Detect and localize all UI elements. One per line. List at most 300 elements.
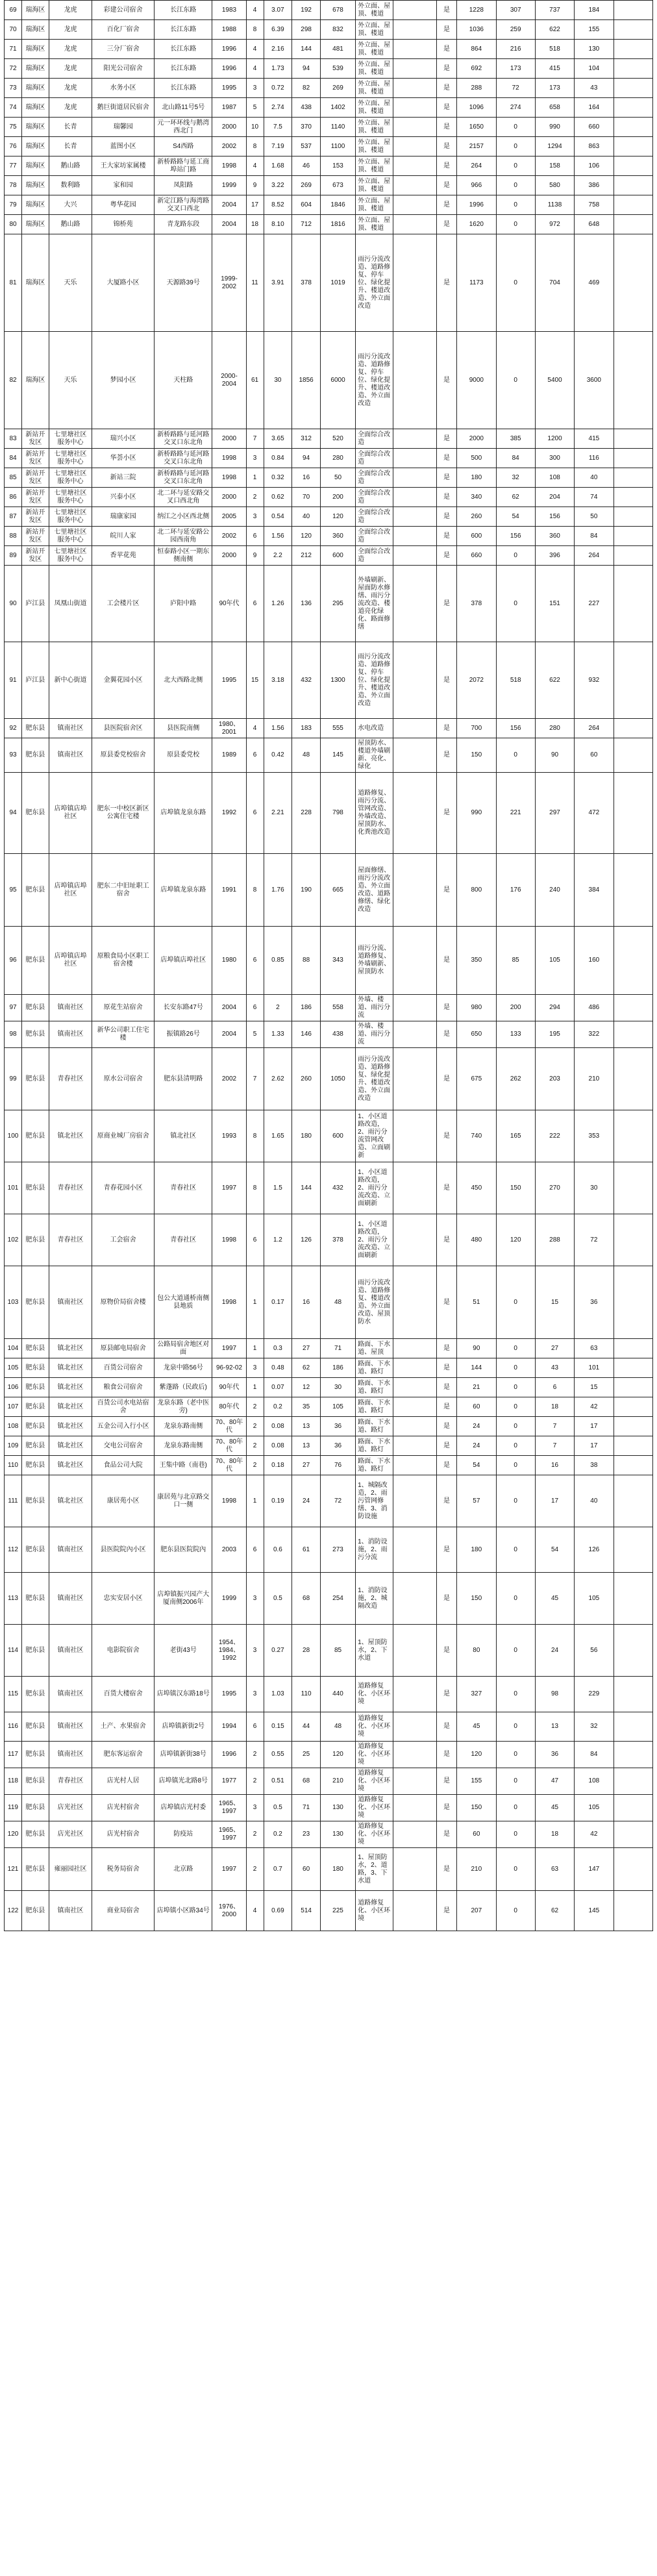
table-cell: 469 (575, 234, 614, 332)
table-cell: 864 (457, 40, 496, 59)
table-cell: 11 (246, 234, 264, 332)
table-cell: 是 (436, 215, 456, 234)
table-cell: 肥东县 (22, 1214, 49, 1266)
table-cell: 450 (457, 1162, 496, 1214)
table-cell (614, 1848, 652, 1891)
table-cell: 肥东县 (22, 1625, 49, 1677)
table-cell: 537 (292, 137, 321, 156)
table-cell: 店埠镇店埠社区 (49, 773, 92, 854)
table-cell: 原水公司宿舍 (92, 1048, 155, 1110)
table-cell: 270 (535, 1162, 574, 1214)
table-cell: 2 (246, 1397, 264, 1417)
table-cell: 1989 (212, 738, 246, 773)
table-row (5, 927, 653, 995)
table-cell: 1997 (212, 1162, 246, 1214)
table-cell: 青春花园小区 (92, 1162, 155, 1214)
table-cell: 水电改造 (356, 719, 393, 738)
table-cell: 5 (246, 1021, 264, 1048)
table-row (5, 1768, 653, 1795)
table-cell: 1816 (320, 215, 355, 234)
table-row (5, 527, 653, 546)
table-cell: 是 (436, 1712, 456, 1742)
table-cell: 0 (496, 332, 535, 429)
table-cell: 0 (496, 1436, 535, 1456)
table-cell (614, 854, 652, 927)
table-cell: 3 (246, 1573, 264, 1625)
table-cell: 51 (457, 1266, 496, 1339)
table-cell: 百货大楼宿舍 (92, 1677, 155, 1712)
table-cell (393, 927, 437, 995)
table-cell: 210 (457, 1848, 496, 1891)
table-cell: 155 (457, 1768, 496, 1795)
table-cell: 道路修复化、小区环境 (356, 1712, 393, 1742)
table-cell: 60 (457, 1397, 496, 1417)
table-cell: 80年代 (212, 1397, 246, 1417)
table-cell: 1999 (212, 1573, 246, 1625)
table-cell: 518 (496, 642, 535, 719)
table-cell: 555 (320, 719, 355, 738)
table-cell: 72 (320, 1475, 355, 1527)
table-cell (614, 98, 652, 118)
table-cell: 1.56 (264, 719, 292, 738)
table-cell: 71 (5, 40, 22, 59)
table-row (5, 1573, 653, 1625)
table-cell: 1、屋顶防水，2、下水道 (356, 1625, 393, 1677)
table-cell (614, 566, 652, 642)
table-cell: 61 (292, 1527, 321, 1573)
table-cell (614, 118, 652, 137)
table-cell: 青春社区 (49, 1162, 92, 1214)
table-cell: 王集中路（南巷) (155, 1456, 212, 1475)
table-cell: 屋面修缮、雨污分流改造、外立面改造、道路修缮、绿化改造 (356, 854, 393, 927)
table-cell: 415 (535, 59, 574, 79)
table-cell: 40 (575, 468, 614, 488)
table-cell: 肥东县医院院內 (155, 1527, 212, 1573)
table-cell: 凤凰山街道 (49, 566, 92, 642)
table-cell (614, 1397, 652, 1417)
table-cell: 是 (436, 79, 456, 98)
table-cell: 肥东县 (22, 1456, 49, 1475)
table-cell: 6 (246, 1712, 264, 1742)
table-cell: 百货公司宿舍 (92, 1358, 155, 1378)
table-cell: 45 (457, 1712, 496, 1742)
table-cell: 肥东县 (22, 1162, 49, 1214)
table-cell: 30 (264, 332, 292, 429)
table-cell: 105 (575, 1795, 614, 1821)
table-cell: 85 (496, 927, 535, 995)
table-cell: 县医院南侧 (155, 719, 212, 738)
table-cell: 386 (575, 176, 614, 195)
table-row (5, 234, 653, 332)
table-cell (614, 995, 652, 1021)
table-cell: 是 (436, 1358, 456, 1378)
table-cell: 10 (246, 118, 264, 137)
table-cell: 758 (575, 195, 614, 215)
table-cell: 46 (292, 156, 321, 176)
table-cell: 是 (436, 1266, 456, 1339)
table-cell: 庐江县 (22, 566, 49, 642)
table-cell: 瑞海区 (22, 20, 49, 40)
table-cell: 12 (292, 1378, 321, 1397)
table-cell: 康居苑小区 (92, 1475, 155, 1527)
table-cell: 13 (292, 1417, 321, 1436)
table-cell: 0 (496, 738, 535, 773)
table-cell: 龙虎 (49, 20, 92, 40)
table-cell: 63 (575, 1339, 614, 1358)
table-cell: 镇南社区 (49, 1625, 92, 1677)
table-cell: 3 (246, 1358, 264, 1378)
table-cell: 8 (246, 1110, 264, 1162)
table-cell: 0.07 (264, 1378, 292, 1397)
table-cell (614, 1821, 652, 1848)
table-cell: 15 (535, 1266, 574, 1339)
table-cell: 2.16 (264, 40, 292, 59)
table-cell: 156 (496, 527, 535, 546)
table-cell: 700 (457, 719, 496, 738)
table-cell: 工会楼片区 (92, 566, 155, 642)
table-cell: 9 (246, 546, 264, 566)
table-cell: 全面综合改造 (356, 546, 393, 566)
table-cell: 90 (457, 1339, 496, 1358)
table-cell: 150 (457, 1573, 496, 1625)
table-cell: 415 (575, 429, 614, 449)
table-cell: 是 (436, 1436, 456, 1456)
table-cell: 龙泉中路56号 (155, 1358, 212, 1378)
table-cell: 1965、1997 (212, 1795, 246, 1821)
table-cell: 85 (5, 468, 22, 488)
table-cell: 327 (457, 1677, 496, 1712)
table-row (5, 429, 653, 449)
table-cell: 96 (5, 927, 22, 995)
table-cell: 70、80年代 (212, 1417, 246, 1436)
table-cell: 梦园小区 (92, 332, 155, 429)
table-cell: 龙泉东路南侧 (155, 1417, 212, 1436)
table-cell: 外立面、屋顶、楼道 (356, 176, 393, 195)
table-cell (393, 20, 437, 40)
table-cell: 216 (496, 40, 535, 59)
table-row (5, 98, 653, 118)
table-cell: 27 (535, 1339, 574, 1358)
table-cell: 是 (436, 488, 456, 507)
table-cell (614, 156, 652, 176)
table-cell: 2.62 (264, 1048, 292, 1110)
table-cell: 600 (457, 527, 496, 546)
table-cell: 0 (496, 1417, 535, 1436)
table-cell: 3 (246, 1795, 264, 1821)
table-cell: 0 (496, 1677, 535, 1712)
table-cell: 2072 (457, 642, 496, 719)
table-cell: 原花生站宿舍 (92, 995, 155, 1021)
table-cell: 82 (5, 332, 22, 429)
table-cell: 0 (496, 1475, 535, 1527)
table-cell: 8.52 (264, 195, 292, 215)
table-cell: 120 (457, 1742, 496, 1768)
table-cell: 2157 (457, 137, 496, 156)
table-cell: 300 (535, 449, 574, 468)
table-cell (393, 1358, 437, 1378)
table-cell: 0.18 (264, 1456, 292, 1475)
table-cell: 42 (575, 1821, 614, 1848)
table-cell: 0.2 (264, 1821, 292, 1848)
table-cell: 0 (496, 1712, 535, 1742)
table-cell: 72 (496, 79, 535, 98)
table-cell: 8 (246, 1162, 264, 1214)
table-cell (614, 1891, 652, 1931)
table-cell: 260 (292, 1048, 321, 1110)
table-cell (393, 738, 437, 773)
table-cell (393, 40, 437, 59)
table-cell: 18 (246, 215, 264, 234)
table-row (5, 1378, 653, 1397)
table-cell: 0 (496, 1795, 535, 1821)
table-cell: 是 (436, 1625, 456, 1677)
table-cell (614, 59, 652, 79)
table-cell: 电影院宿舍 (92, 1625, 155, 1677)
table-cell: 90年代 (212, 1378, 246, 1397)
table-cell: 天柱路 (155, 332, 212, 429)
table-cell: 106 (575, 156, 614, 176)
table-cell: 路面、下水道、路灯 (356, 1358, 393, 1378)
table-cell: 110 (5, 1456, 22, 1475)
table-cell: 17 (246, 195, 264, 215)
table-cell: 94 (5, 773, 22, 854)
table-cell: 1846 (320, 195, 355, 215)
table-cell: 青龙路东段 (155, 215, 212, 234)
table-cell: 0.5 (264, 1573, 292, 1625)
table-cell (393, 719, 437, 738)
table-cell: 是 (436, 59, 456, 79)
table-cell (393, 1378, 437, 1397)
table-cell: 80 (457, 1625, 496, 1677)
table-cell: 1140 (320, 118, 355, 137)
table-cell: 16 (292, 1266, 321, 1339)
table-cell: 北二环与延安路公园西南角 (155, 527, 212, 546)
table-cell: 6 (246, 738, 264, 773)
table-row (5, 488, 653, 507)
table-cell: 1650 (457, 118, 496, 137)
table-cell: 1980 (212, 927, 246, 995)
table-cell: 195 (535, 1021, 574, 1048)
table-cell: 店光社区 (49, 1795, 92, 1821)
table-cell: 1976、2000 (212, 1891, 246, 1931)
table-cell: 44 (292, 1712, 321, 1742)
table-cell: 七里塘社区服务中心 (49, 546, 92, 566)
table-cell: 店埠镇新街2号 (155, 1712, 212, 1742)
table-cell: 100 (5, 1110, 22, 1162)
table-cell: 1996 (212, 40, 246, 59)
table-cell (393, 1712, 437, 1742)
table-cell: 15 (246, 642, 264, 719)
table-cell: 是 (436, 507, 456, 527)
table-cell: 肥东县 (22, 1110, 49, 1162)
table-cell: 镇北社区 (49, 1436, 92, 1456)
table-cell: 262 (496, 1048, 535, 1110)
table-cell: 雨污分流、道路修复、外墙刷新、屋顶防水 (356, 927, 393, 995)
table-cell: 店埠镇小区路34号 (155, 1891, 212, 1931)
table-row (5, 1358, 653, 1378)
table-cell: 肥东县 (22, 1417, 49, 1436)
table-cell (393, 79, 437, 98)
table-cell: 4 (246, 719, 264, 738)
table-cell: 122 (5, 1891, 22, 1931)
table-cell: 0.08 (264, 1417, 292, 1436)
table-cell: 长江东路 (155, 59, 212, 79)
table-cell: 公路局宿舍地区对面 (155, 1339, 212, 1358)
table-cell: 是 (436, 995, 456, 1021)
table-cell: 260 (457, 507, 496, 527)
table-cell: 0.15 (264, 1712, 292, 1742)
table-cell: 62 (292, 1358, 321, 1378)
table-row (5, 468, 653, 488)
table-cell: 186 (320, 1358, 355, 1378)
table-cell: 3 (246, 1625, 264, 1677)
table-cell: 1 (246, 1475, 264, 1527)
table-cell: 101 (575, 1358, 614, 1378)
table-cell (614, 507, 652, 527)
table-cell: 数利路 (49, 176, 92, 195)
table-cell (393, 1021, 437, 1048)
table-row (5, 1021, 653, 1048)
table-cell (393, 854, 437, 927)
table-cell: 2 (246, 1768, 264, 1795)
table-cell: 是 (436, 1417, 456, 1436)
table-cell: 180 (457, 468, 496, 488)
table-cell: 396 (535, 546, 574, 566)
table-cell: 7 (246, 1048, 264, 1110)
table-cell: 1、城隔改造，2、雨污管网修缮、3、消防设施 (356, 1475, 393, 1527)
table-cell: 雍丽园社区 (49, 1848, 92, 1891)
table-cell: 瑞海区 (22, 1, 49, 20)
table-cell: 90 (5, 566, 22, 642)
table-cell: 1228 (457, 1, 496, 20)
table-cell: 86 (5, 488, 22, 507)
table-cell: 288 (535, 1214, 574, 1266)
table-cell: 肥东县 (22, 738, 49, 773)
table-row (5, 738, 653, 773)
table-cell: 蓝图小区 (92, 137, 155, 156)
table-cell: 580 (535, 176, 574, 195)
table-cell: 17 (575, 1417, 614, 1436)
table-cell: 瑞海区 (22, 40, 49, 59)
table-cell: 120 (320, 1742, 355, 1768)
table-cell: 香苹花苑 (92, 546, 155, 566)
table-cell: 是 (436, 1214, 456, 1266)
table-cell: 6 (246, 927, 264, 995)
table-cell: 1 (246, 468, 264, 488)
table-cell: 96-92-02 (212, 1358, 246, 1378)
table-cell: 153 (320, 156, 355, 176)
table-cell: 5400 (535, 332, 574, 429)
table-cell: 486 (575, 995, 614, 1021)
table-cell (393, 59, 437, 79)
table-cell: 1.56 (264, 527, 292, 546)
table-cell: 七里塘社区服务中心 (49, 527, 92, 546)
table-body (5, 1, 653, 1931)
table-row (5, 1527, 653, 1573)
table-cell: 21 (457, 1378, 496, 1397)
table-cell: 514 (292, 1891, 321, 1931)
table-cell: 0.84 (264, 449, 292, 468)
table-cell: 1620 (457, 215, 496, 234)
table-cell: 518 (535, 40, 574, 59)
table-cell: 144 (457, 1358, 496, 1378)
table-cell: 307 (496, 1, 535, 20)
table-row (5, 719, 653, 738)
table-cell (393, 1339, 437, 1358)
table-cell: 340 (457, 488, 496, 507)
table-cell: 101 (5, 1162, 22, 1214)
table-cell: 是 (436, 1, 456, 20)
table-cell: 店埠镇龙泉东路 (155, 854, 212, 927)
table-cell (393, 1048, 437, 1110)
table-row (5, 1110, 653, 1162)
table-cell: 158 (535, 156, 574, 176)
table-cell: 150 (457, 738, 496, 773)
table-cell: 274 (496, 98, 535, 118)
table-cell: 镇北社区 (155, 1110, 212, 1162)
table-cell: 是 (436, 1677, 456, 1712)
table-cell: 17 (575, 1436, 614, 1456)
table-cell: 商业局宿舍 (92, 1891, 155, 1931)
table-cell (614, 1742, 652, 1768)
table-cell: 2 (246, 1417, 264, 1436)
table-cell: 98 (535, 1677, 574, 1712)
table-cell: 4 (246, 40, 264, 59)
table-cell: 118 (5, 1768, 22, 1795)
table-cell: 1 (246, 1339, 264, 1358)
table-cell: 120 (292, 527, 321, 546)
table-cell (614, 773, 652, 854)
table-cell: 740 (457, 1110, 496, 1162)
table-cell: 店埠镇店光村委 (155, 1795, 212, 1821)
table-cell: 2.74 (264, 98, 292, 118)
table-cell: 1998 (212, 156, 246, 176)
table-cell: 180 (292, 1110, 321, 1162)
table-cell: 天乐 (49, 234, 92, 332)
table-cell: 0 (496, 137, 535, 156)
table-cell: 0 (496, 1891, 535, 1931)
table-cell: 七里塘社区服务中心 (49, 429, 92, 449)
table-cell: 116 (575, 449, 614, 468)
table-cell (614, 1795, 652, 1821)
table-cell: 龙虎 (49, 98, 92, 118)
table-cell: 雨污分流改造、道路修复、停车位、绿化提升、楼道改造、外立面改造 (356, 642, 393, 719)
table-cell: 店埠镇光北路8号 (155, 1768, 212, 1795)
table-cell: 是 (436, 642, 456, 719)
table-cell: 120 (320, 507, 355, 527)
table-cell: 是 (436, 1021, 456, 1048)
table-cell: 外立面、屋顶、楼道 (356, 98, 393, 118)
table-cell: 104 (5, 1339, 22, 1358)
table-cell: 1、消防设施，2、城隔改造 (356, 1573, 393, 1625)
table-cell (393, 1436, 437, 1456)
table-cell: 三分厂宿舍 (92, 40, 155, 59)
table-cell: 1954、1984、1992 (212, 1625, 246, 1677)
table-cell (614, 1768, 652, 1795)
table-cell: 康居苑与北京路交口一侧 (155, 1475, 212, 1527)
table-cell: 1.68 (264, 156, 292, 176)
table-cell: 1856 (292, 332, 321, 429)
table-cell: 109 (5, 1436, 22, 1456)
table-cell: 北山路11号5号 (155, 98, 212, 118)
table-cell: 5 (246, 98, 264, 118)
table-row (5, 332, 653, 429)
table-row (5, 118, 653, 137)
table-cell: 原县委党校宿舍 (92, 738, 155, 773)
table-cell: 肥东县 (22, 1712, 49, 1742)
table-cell: 68 (292, 1573, 321, 1625)
table-cell: 1.2 (264, 1214, 292, 1266)
